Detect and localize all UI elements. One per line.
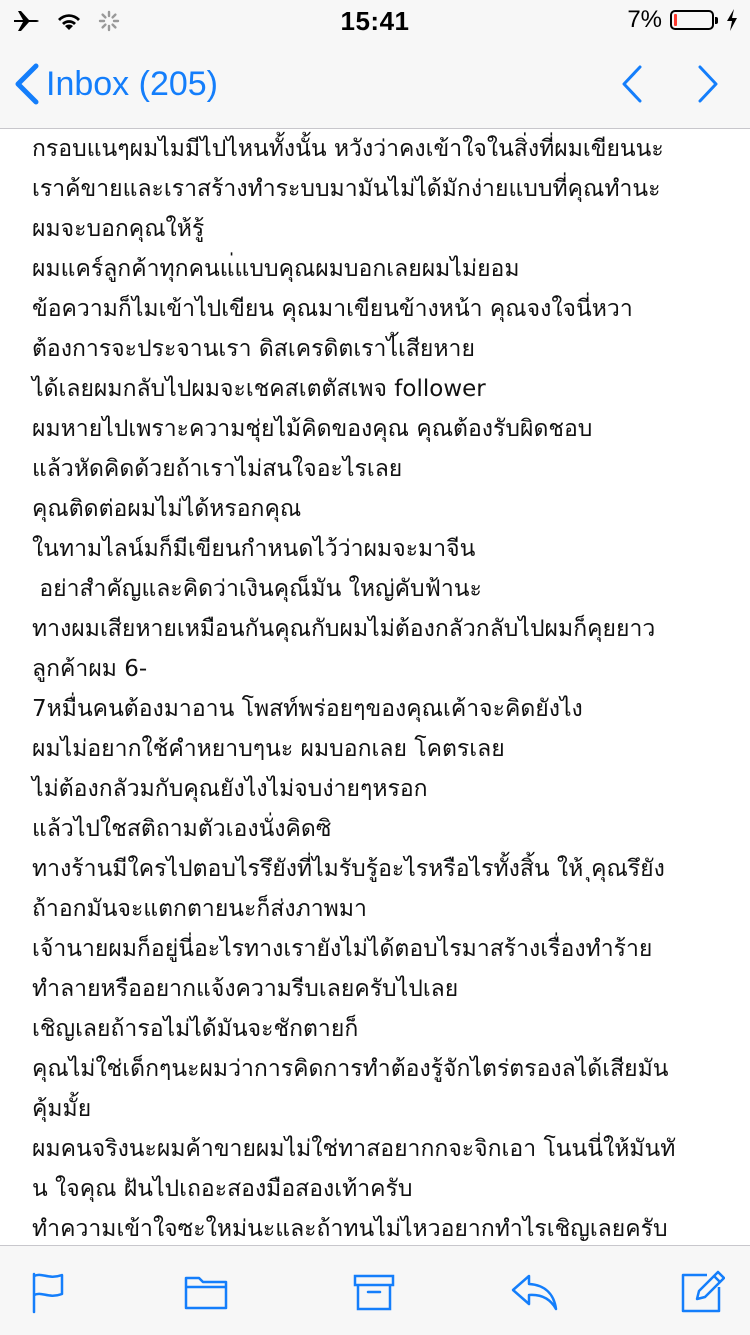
message-line: กรอบแนๆผมไมมีไปไหนทั้งนั้น หวังว่าคงเข้าใจในสิ่งที่ผมเขียนนะ (32, 136, 664, 162)
back-chevron-icon (14, 63, 40, 105)
battery-percent: 7% (627, 6, 662, 33)
status-time: 15:41 (340, 6, 410, 36)
back-label: Inbox (205) (46, 64, 218, 103)
message-line: 7หมื่นคนต้องมาอาน โพสท์พร่อยๆของคุณเค้าจะคิดยังไง (32, 696, 583, 722)
message-line: ไม่ต้องกลัวมกับคุณยังไงไม่จบง่ายๆหรอก (32, 776, 428, 802)
message-line: แล้วหัดคิดด้วยถ้าเราไม่สนใจอะไรเลย (32, 456, 403, 482)
status-right (627, 6, 738, 34)
message-line: คุณติดต่อผมไม่ได้หรอกคุณ (32, 496, 302, 522)
message-line: ทำลายหรืออยากแจ้งความรีบเลยครับไปเลย (32, 976, 459, 1002)
archive-button[interactable] (348, 1266, 400, 1318)
message-line: อย่าสำคัญและคิดว่าเงินคุณ็มัน ใหญ่คับฟ้านะ (32, 576, 482, 602)
charging-bolt-icon (726, 9, 738, 31)
message-text (0, 129, 722, 1245)
message-line: คุ้มมั้ย (32, 1096, 92, 1122)
message-line: ผมคนจริงนะผมค้าขายผมไม่ใช่ทาสอยากกจะจิกเอา โนนนี่ให้มันทั (32, 1136, 676, 1162)
previous-message-icon (621, 65, 643, 103)
status-bar (0, 0, 750, 40)
back-to-inbox-button[interactable] (14, 60, 218, 108)
reply-icon (509, 1272, 559, 1312)
message-line: ผมหายไปเพราะความชุ่ยไม้คิดของคุณ คุณต้องรับผิดชอบ (32, 416, 593, 442)
flag-button[interactable] (22, 1266, 74, 1318)
message-line: ในทามไลน์มก็มีเขียนกำหนดไว้ว่าผมจะมาจีน (32, 536, 476, 562)
reply-button[interactable] (508, 1266, 560, 1318)
nav-bar (0, 40, 750, 129)
folder-icon (183, 1272, 229, 1312)
message-line: ข้อความก็ไมเข้าไปเขียน คุณมาเขียนข้างหน้า คุณจงใจนี่หวา (32, 296, 633, 322)
message-line: ถ้าอกมันจะแตกตายนะก็ส่งภาพมา (32, 896, 367, 922)
bottom-toolbar (0, 1245, 750, 1335)
message-line: ได้เลยผมกลับไปผมจะเชคสเตตัสเพจ follower (32, 376, 486, 402)
previous-message-button[interactable] (610, 62, 654, 106)
battery-icon (670, 10, 714, 30)
message-line: คุณไม่ใช่เด็กๆนะผมว่าการคิดการทำต้องรู้จักไตร่ตรองลได้เสียมัน (32, 1056, 669, 1082)
compose-button[interactable] (676, 1266, 728, 1318)
message-line: ทางผมเสียหายเหมือนกันคุณกับผมไม่ต้องกลัวกลับไปผมก็คุยยาว (32, 616, 656, 642)
message-body[interactable] (0, 129, 750, 1245)
message-line: ผมไม่อยากใช้คำหยาบๆนะ ผมบอกเลย โคตรเลย (32, 736, 505, 762)
move-to-folder-button[interactable] (180, 1266, 232, 1318)
flag-icon (28, 1270, 68, 1314)
message-line: เชิญเลยถ้ารอไม่ได้มันจะชักตายก็ (32, 1016, 359, 1042)
message-line: ต้องการจะประจานเรา ดิสเครดิตเราไ้เสียหาย (32, 336, 475, 362)
message-line: ลูกค้าผม 6- (32, 656, 148, 682)
next-message-icon (697, 65, 719, 103)
compose-icon (679, 1269, 725, 1315)
message-line: ผมจะบอกคุณให้รู้ (32, 216, 205, 242)
battery-level-fill (674, 14, 677, 26)
message-line: ทางร้านมีใครไปตอบไรรึยังที่ไมรับรู้อะไรหรือไรทั้งสิ้น ให้ ุคุณรึยัง (32, 856, 665, 882)
message-line: เราค้ขายและเราสร้างทำระบบมามันไม่ได้มักง่ายแบบที่คุณทำนะ (32, 176, 661, 202)
message-line: เจ้านายผมก็อยู่นี่อะไรทางเรายังไม่ได้ตอบไรมาสร้างเรื่องทำร้าย (32, 936, 653, 962)
next-message-button[interactable] (686, 62, 730, 106)
archive-icon (352, 1272, 396, 1312)
message-line: แล้วไปใชสติถามตัวเองนั่งคิดซิ (32, 816, 332, 842)
message-line: น ใจคุณ ฝันไปเถอะสองมือสองเท้าครับ (32, 1176, 413, 1202)
message-line: ผมแคร์ลูกค้าทุกคนแ่แบบคุณผมบอกเลยผมไม่ยอม (32, 256, 520, 282)
message-line: ทำความเข้าใจซะใหม่นะและถ้าทนไม่ไหวอยากทำไรเชิญเลยครับ (32, 1216, 668, 1242)
